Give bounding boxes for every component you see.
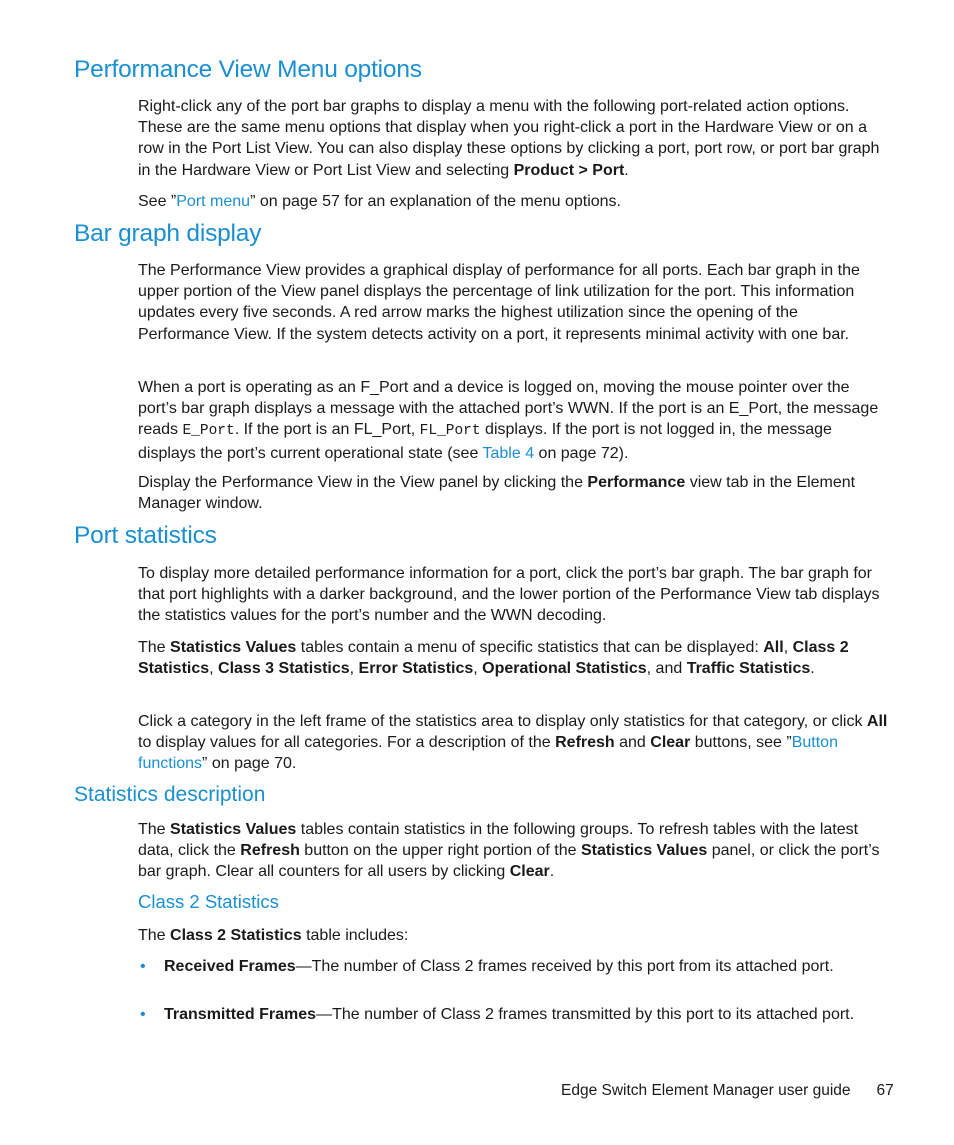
paragraph-statistics-groups: The Statistics Values tables contain statistics in the following groups. To refresh tables with the latest data, click the Refresh button on the upper right portion of the Statistics Values panel, or click the port’s bar graph. Clear all counters for all users by clicking Clear. (138, 821, 880, 881)
section-heading-performance-view-menu-options: Performance View Menu options (74, 56, 422, 83)
list-item-received-frames: • Received Frames—The number of Class 2 frames received by this port from its attached port. (138, 956, 890, 977)
paragraph-menu-options-intro: Right-click any of the port bar graphs to display a menu with the following port-related action options. These are the same menu options that display when you right-click a port in the Hardware View or on a row in the Port List View. You can also display these options by clicking a port, port row, or port bar graph in the Hardware View or Port List View and selecting Product > Port. (138, 98, 880, 179)
bullet-icon: • (140, 1006, 146, 1023)
paragraph-mouse-pointer-message: When a port is operating as an F_Port and a device is logged on, moving the mouse pointer over the port’s bar graph displays a message with the attached port’s WWN. If the port is an E_Port, the message reads E_Port. If the port is an FL_Port, FL_Port displays. If the port is not logged in, the message displays the port’s current operational state (see Table 4 on page 72). (138, 379, 879, 462)
link-table-4[interactable]: Table 4 (482, 444, 535, 462)
section-heading-bar-graph-display: Bar graph display (74, 220, 262, 247)
page-number: 67 (876, 1082, 894, 1099)
paragraph-statistics-values-menu: The Statistics Values tables contain a menu of specific statistics that can be displayed: All, Class 2 Statistics, Class 3 Statistics, Error Statistics, Operational Statistics, and Traffic Statistics. (138, 639, 849, 678)
paragraph-bar-graph-description: The Performance View provides a graphical display of performance for all ports. Each bar graph in the upper portion of the View panel displays the percentage of link utilization for the port. This information updates every five seconds. A red arrow marks the highest utilization since the opening of the Performance View. If the system detects activity on a port, it represents minimal activity with one bar. (138, 262, 860, 343)
page-footer (561, 1082, 894, 1100)
subsection-heading-statistics-description: Statistics description (74, 783, 266, 806)
paragraph-see-port-menu: See ”Port menu” on page 57 for an explanation of the menu options. (138, 193, 621, 210)
paragraph-display-performance-view: Display the Performance View in the View panel by clicking the Performance view tab in the Element Manager window. (138, 474, 856, 513)
paragraph-click-category: Click a category in the left frame of the statistics area to display only statistics for that category, or click All to display values for all categories. For a description of the Refresh and Clear buttons, see ”Button functions” on page 70. (138, 713, 888, 773)
code-e-port: E_Port (182, 423, 235, 440)
section-heading-port-statistics: Port statistics (74, 522, 217, 549)
paragraph-port-statistics-intro: To display more detailed performance information for a port, click the port’s bar graph. The bar graph for that port highlights with a darker background, and the lower portion of the Performance View tab displays the statistics values for the port’s number and the WWN decoding. (138, 565, 880, 625)
link-button-functions[interactable]: Button functions (138, 734, 838, 773)
list-item-transmitted-frames: • Transmitted Frames—The number of Class 2 frames transmitted by this port to its attached port. (138, 1004, 890, 1025)
code-fl-port: FL_Port (419, 423, 481, 440)
subsubsection-heading-class-2-statistics: Class 2 Statistics (138, 891, 279, 912)
bullet-icon: • (140, 958, 146, 975)
link-port-menu[interactable]: Port menu (176, 193, 251, 210)
footer-guide-title: Edge Switch Element Manager user guide (561, 1082, 851, 1099)
paragraph-class-2-table-includes: The Class 2 Statistics table includes: (138, 927, 409, 944)
